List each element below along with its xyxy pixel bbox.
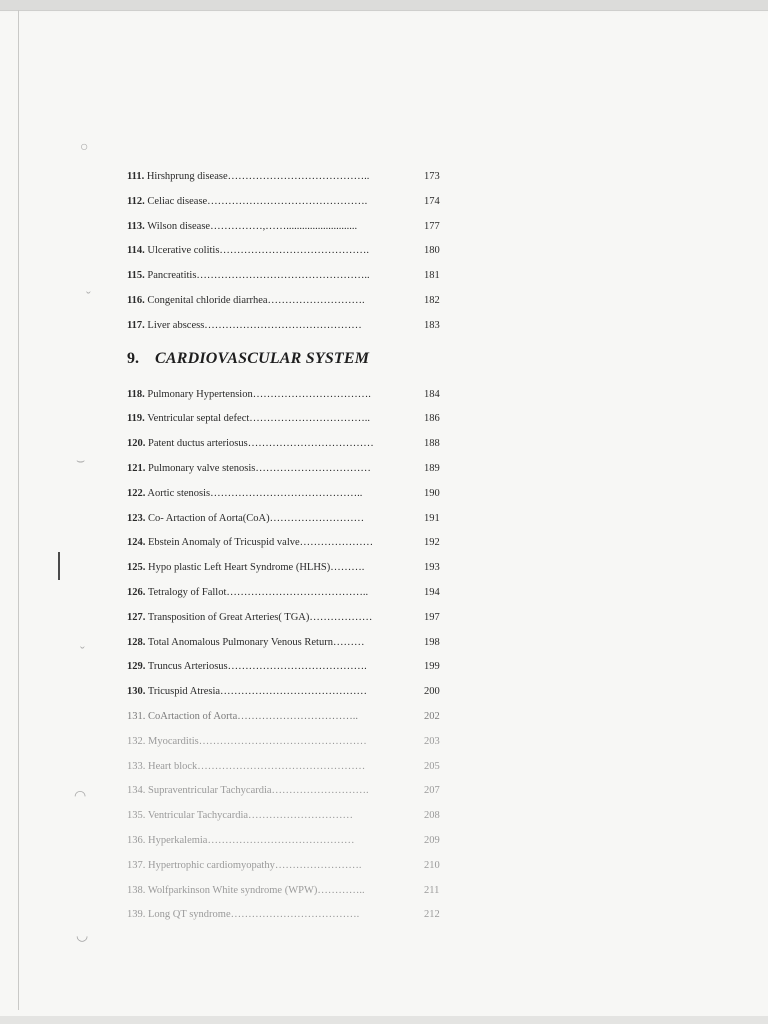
toc-entry-text	[127, 903, 397, 928]
toc-entry	[127, 531, 447, 556]
entry-number: 124.	[127, 537, 146, 549]
toc-entry	[127, 804, 447, 829]
toc-entry-text	[127, 432, 397, 457]
toc-entry-text	[127, 705, 397, 730]
entry-page-number: 208	[424, 810, 440, 822]
entry-title: Long QT syndrome……………………………….	[148, 909, 360, 921]
toc-entry	[127, 854, 447, 879]
entry-number: 122.	[127, 487, 146, 499]
entry-title: Hirshprung disease…………………………………..	[146, 171, 370, 182]
page-top-edge	[0, 0, 768, 11]
entry-page-number: 186	[424, 413, 440, 425]
toc-entry	[127, 482, 447, 507]
entry-title: Hyperkalemia……………………………………	[148, 834, 355, 846]
entry-page-number: 200	[424, 686, 440, 698]
entry-page-number: 189	[424, 462, 440, 474]
toc-entry	[127, 581, 447, 606]
toc-entry-text	[127, 606, 397, 631]
toc-entry-text	[127, 755, 397, 780]
entry-title: Ulcerative colitis…………………………………….	[147, 245, 370, 257]
entry-number: 112.	[127, 195, 145, 207]
entry-title: Truncus Arteriosus………………………………….	[147, 661, 367, 673]
entry-title: Aortic stenosis……………………………………..	[147, 487, 363, 499]
entry-page-number: 182	[424, 294, 440, 306]
entry-number: 125.	[127, 562, 146, 574]
toc-entry	[127, 407, 447, 432]
toc-entry-text	[127, 829, 397, 854]
entry-number: 113.	[127, 220, 145, 232]
entry-title: Tricuspid Atresia……………………………………	[147, 686, 368, 698]
toc-entry	[127, 383, 447, 408]
entry-page-number: 212	[424, 909, 440, 921]
entry-page-number: 174	[424, 195, 440, 207]
toc-entry-text	[127, 457, 397, 482]
toc-entry	[127, 289, 447, 314]
page-bottom-edge	[0, 1016, 768, 1024]
toc-entry	[127, 432, 447, 457]
entry-title: Ventricular Tachycardia…………………………	[147, 810, 354, 822]
toc-entry	[127, 165, 447, 190]
entry-number: 129.	[127, 661, 146, 673]
entry-number: 126.	[127, 586, 146, 598]
toc-entry	[127, 705, 447, 730]
entry-title: Co- Artaction of Aorta(CoA)………………………	[148, 512, 365, 524]
entry-page-number: 205	[424, 760, 440, 772]
toc-entry	[127, 606, 447, 631]
toc-entry	[127, 314, 447, 339]
toc-entry-text	[127, 581, 397, 606]
entry-title: Hypertrophic cardiomyopathy…………………….	[148, 859, 362, 871]
entry-number: 117.	[127, 319, 145, 331]
entry-page-number: 203	[424, 735, 440, 747]
toc-list-before-section	[127, 165, 447, 339]
entry-title: Hypo plastic Left Heart Syndrome (HLHS)……….	[148, 562, 365, 574]
section-title: CARDIOVASCULAR SYSTEM	[155, 349, 370, 367]
section-number: 9.	[127, 349, 139, 367]
entry-page-number: 180	[424, 245, 440, 257]
entry-number: 135.	[127, 810, 146, 822]
table-of-contents	[127, 165, 447, 928]
entry-page-number: 207	[424, 785, 440, 797]
toc-entry-text	[127, 215, 397, 240]
toc-entry-text	[127, 407, 397, 432]
entry-page-number: 211	[424, 884, 440, 896]
entry-number: 136.	[127, 834, 146, 846]
entry-number: 134.	[127, 785, 146, 797]
page-left-margin-line	[18, 10, 19, 1010]
toc-entry	[127, 556, 447, 581]
toc-entry	[127, 239, 447, 264]
entry-title: Heart block…………………………………………	[148, 760, 366, 772]
toc-list-cardiovascular	[127, 383, 447, 929]
entry-title: Congenital chloride diarrhea……………………….	[147, 294, 365, 306]
entry-page-number: 199	[424, 661, 440, 673]
entry-number: 114.	[127, 245, 145, 257]
toc-entry	[127, 680, 447, 705]
toc-entry	[127, 190, 447, 215]
toc-entry	[127, 755, 447, 780]
toc-entry-text	[127, 680, 397, 705]
entry-number: 123.	[127, 512, 146, 524]
toc-entry-text	[127, 314, 397, 339]
entry-number: 139.	[127, 909, 146, 921]
entry-title: Ebstein Anomaly of Tricuspid valve…………………	[148, 537, 374, 549]
toc-entry-text	[127, 507, 397, 532]
entry-number: 138.	[127, 884, 146, 896]
toc-entry-text	[127, 804, 397, 829]
entry-number: 132.	[127, 735, 146, 747]
toc-entry-text	[127, 165, 397, 190]
entry-page-number: 198	[424, 636, 440, 648]
entry-page-number: 209	[424, 834, 440, 846]
toc-entry-text	[127, 190, 397, 215]
entry-number: 118.	[127, 388, 145, 400]
entry-page-number: 177	[424, 220, 440, 232]
entry-title: Patent ductus arteriosus………………………………	[148, 438, 374, 450]
toc-entry	[127, 457, 447, 482]
entry-number: 116.	[127, 294, 145, 306]
toc-entry-text	[127, 264, 397, 289]
entry-number: 127.	[127, 611, 146, 623]
toc-entry-text	[127, 631, 397, 656]
entry-title: CoArtaction of Aorta……………………………..	[148, 710, 358, 722]
toc-entry-text	[127, 655, 397, 680]
entry-number: 121.	[127, 462, 146, 474]
toc-entry-text	[127, 383, 397, 408]
entry-number: 115.	[127, 270, 145, 282]
entry-title: Liver abscess………………………………………	[147, 319, 362, 331]
entry-page-number: 210	[424, 859, 440, 871]
toc-entry	[127, 730, 447, 755]
entry-title: Celiac disease……………………………………….	[147, 195, 368, 207]
entry-title: Transposition of Great Arteries( TGA)………………	[147, 611, 373, 623]
entry-page-number: 202	[424, 710, 440, 722]
entry-page-number: 188	[424, 438, 440, 450]
entry-page-number: 181	[424, 270, 440, 282]
entry-title: Ventricular septal defect……………………………..	[147, 413, 371, 425]
toc-entry	[127, 655, 447, 680]
entry-title: Pulmonary valve stenosis……………………………	[148, 462, 371, 474]
entry-title: Total Anomalous Pulmonary Venous Return………	[147, 636, 365, 648]
hole-punch-mark: ○	[80, 140, 89, 155]
entry-title: Pancreatitis…………………………………………..	[147, 270, 370, 282]
entry-number: 119.	[127, 413, 145, 425]
toc-entry	[127, 903, 447, 928]
scan-smudge: ⌣	[76, 454, 86, 469]
toc-entry	[127, 879, 447, 904]
entry-page-number: 173	[424, 171, 440, 182]
toc-entry	[127, 829, 447, 854]
toc-entry	[127, 631, 447, 656]
toc-entry-text	[127, 531, 397, 556]
entry-page-number: 184	[424, 388, 440, 400]
entry-title: Myocarditis…………………………………………	[148, 735, 367, 747]
entry-number: 111.	[127, 171, 145, 182]
toc-entry-text	[127, 879, 397, 904]
toc-entry	[127, 507, 447, 532]
toc-entry-text	[127, 854, 397, 879]
toc-entry	[127, 779, 447, 804]
toc-entry-text	[127, 779, 397, 804]
toc-entry	[127, 264, 447, 289]
scan-smudge: ◠	[74, 789, 87, 804]
toc-entry	[127, 215, 447, 240]
entry-number: 133.	[127, 760, 146, 772]
entry-page-number: 197	[424, 611, 440, 623]
entry-page-number: 191	[424, 512, 440, 524]
entry-title: Supraventricular Tachycardia……………………….	[148, 785, 369, 797]
entry-number: 128.	[127, 636, 146, 648]
toc-entry-text	[127, 730, 397, 755]
entry-title: Wilson disease……………,……...........................	[147, 220, 358, 232]
entry-page-number: 183	[424, 319, 440, 331]
entry-page-number: 192	[424, 537, 440, 549]
entry-number: 120.	[127, 438, 146, 450]
section-heading	[127, 342, 447, 376]
entry-number: 137.	[127, 859, 146, 871]
margin-bar-mark	[58, 552, 60, 580]
scan-smudge: ˇ	[80, 645, 85, 660]
entry-title: Tetralogy of Fallot…………………………………..	[147, 586, 369, 598]
entry-title: Pulmonary Hypertension…………………………….	[147, 388, 371, 400]
scan-smudge: ˇ	[86, 290, 91, 305]
toc-entry-text	[127, 556, 397, 581]
entry-number: 131.	[127, 710, 146, 722]
toc-entry-text	[127, 289, 397, 314]
entry-page-number: 190	[424, 487, 440, 499]
entry-page-number: 193	[424, 562, 440, 574]
entry-page-number: 194	[424, 586, 440, 598]
scan-smudge: ◡	[76, 929, 89, 944]
entry-number: 130.	[127, 686, 146, 698]
toc-entry-text	[127, 482, 397, 507]
entry-title: Wolfparkinson White syndrome (WPW)…………..	[147, 884, 365, 896]
toc-entry-text	[127, 239, 397, 264]
